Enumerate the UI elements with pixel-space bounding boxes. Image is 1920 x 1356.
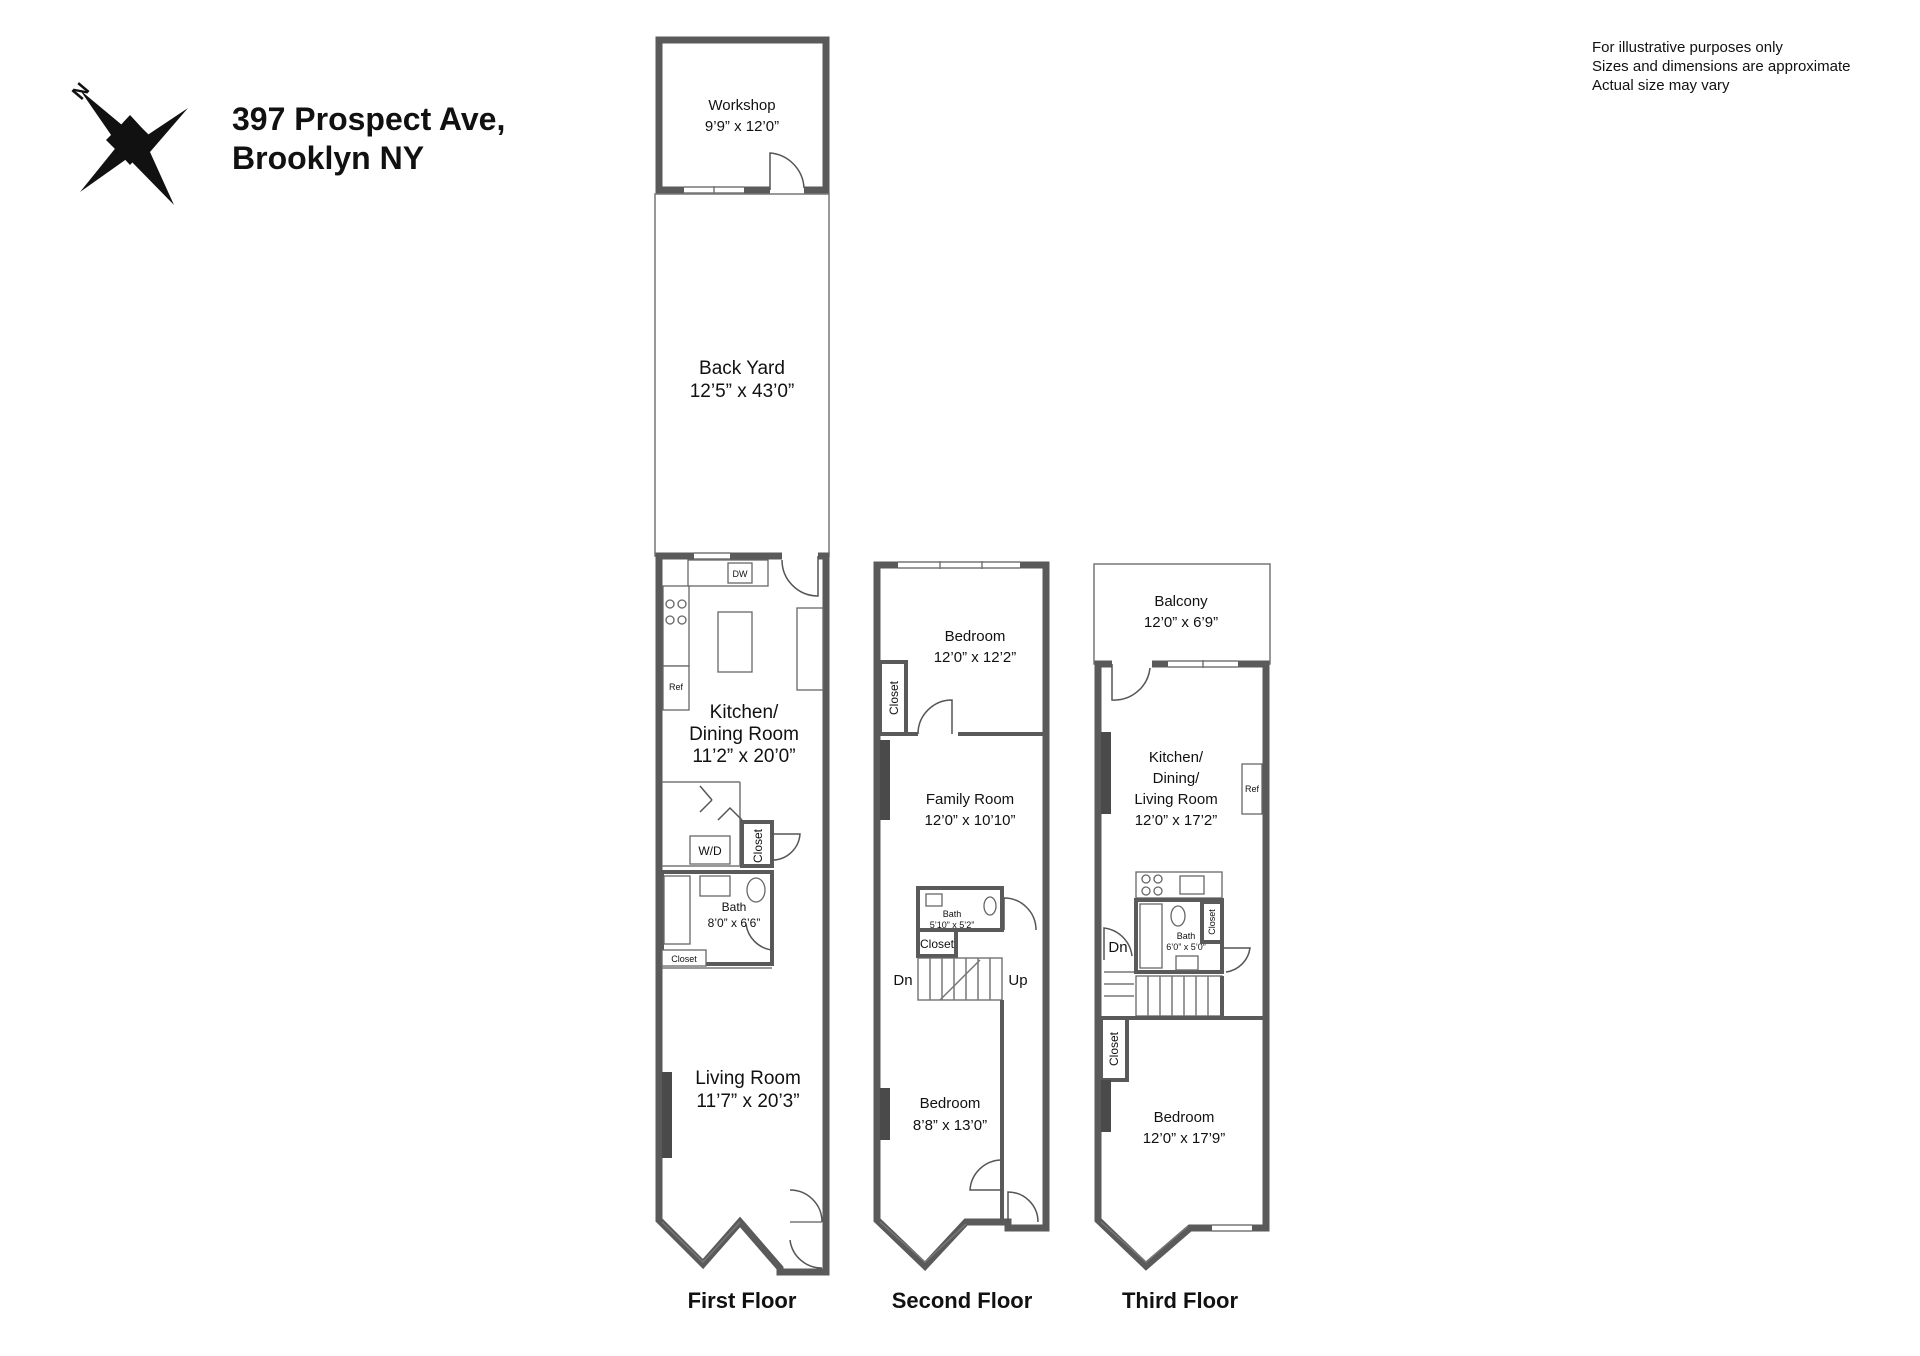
- living-room-name: Living Room: [695, 1068, 801, 1089]
- third-floor-bath-name: Bath: [1176, 931, 1196, 941]
- third-floor-closet-a-label: Closet: [1207, 909, 1217, 935]
- refrigerator-label: Ref: [668, 682, 684, 692]
- third-floor-stairs: [1136, 976, 1222, 1016]
- first-floor-front-door: [790, 1190, 822, 1268]
- disclaimer-line-2: Sizes and dimensions are approximate: [1592, 58, 1851, 75]
- balcony-name: Balcony: [1154, 593, 1208, 610]
- toilet: [747, 878, 765, 902]
- third-floor-kitchen-name-2: Dining/: [1152, 770, 1200, 787]
- third-floor-refrigerator-label: Ref: [1244, 784, 1260, 794]
- third-floor-bath-size: 6’0” x 5’0”: [1166, 942, 1206, 952]
- kitchen-island: [718, 612, 752, 672]
- compass-rose-icon: [68, 79, 188, 205]
- third-floor-closet-b-label: Closet: [1107, 1031, 1121, 1067]
- address-line-1: 397 Prospect Ave,: [232, 101, 506, 137]
- back-yard-name: Back Yard: [699, 358, 785, 379]
- first-floor-plan: [655, 40, 829, 1313]
- kitchen-counter-right: [797, 608, 823, 690]
- second-floor-fireplace-a: [880, 740, 890, 820]
- second-floor-exterior-walls: [877, 565, 1046, 1266]
- workshop-door: [770, 153, 804, 190]
- second-floor-label: Second Floor: [891, 1288, 1033, 1313]
- back-yard-size: 12’5” x 43’0”: [689, 381, 795, 402]
- washer-dryer-label: W/D: [698, 844, 722, 858]
- kitchen-size: 11’2” x 20’0”: [692, 746, 796, 767]
- first-floor-fireplace: [662, 1072, 672, 1158]
- second-floor-bath-name: Bath: [942, 909, 962, 919]
- second-floor-fireplace-b: [880, 1088, 890, 1140]
- third-floor-plan: [1094, 564, 1270, 1313]
- first-floor-bath-size: 8’0” x 6’6”: [707, 916, 761, 930]
- third-floor-fireplace-a: [1101, 732, 1111, 814]
- third-floor-kitchen-name-1: Kitchen/: [1148, 749, 1204, 766]
- workshop-walls: [659, 40, 826, 190]
- living-room-size: 11’7” x 20’3”: [696, 1091, 800, 1112]
- third-floor-bedroom-size: 12’0” x 17’9”: [1142, 1130, 1226, 1147]
- third-floor-kitchen-size: 12’0” x 17’2”: [1134, 812, 1218, 829]
- third-floor-bathtub: [1140, 904, 1162, 968]
- dishwasher-label: DW: [732, 569, 748, 579]
- bath-sink: [700, 876, 730, 896]
- second-floor-plan: [877, 561, 1046, 1313]
- first-floor-closet-a-label: Closet: [751, 828, 765, 864]
- second-floor-closet-a-label: Closet: [887, 680, 901, 716]
- first-floor-rear-door: [782, 556, 818, 596]
- third-floor-bedroom-name: Bedroom: [1153, 1109, 1215, 1126]
- second-floor-bath-size: 5’10” x 5’2”: [929, 920, 975, 930]
- family-room-name: Family Room: [925, 791, 1015, 808]
- balcony-size: 12’0” x 6’9”: [1143, 614, 1219, 631]
- kitchen-counter-side: [663, 586, 689, 666]
- balcony-door: [1112, 664, 1150, 700]
- second-floor-front-bedroom-name: Bedroom: [919, 1095, 981, 1112]
- family-room-size: 12’0” x 10’10”: [924, 812, 1016, 829]
- first-floor-bath-name: Bath: [721, 900, 747, 914]
- third-floor-fireplace-b: [1101, 1080, 1111, 1132]
- second-floor-rear-bedroom-size: 12’0” x 12’2”: [933, 649, 1017, 666]
- kitchen-name-2: Dining Room: [689, 724, 799, 745]
- compass-north-letter: N: [68, 78, 95, 105]
- second-floor-rear-bedroom-name: Bedroom: [944, 628, 1006, 645]
- second-floor-dn-label: Dn: [893, 972, 913, 989]
- second-floor-closet-b-label: Closet: [919, 937, 955, 951]
- kitchen-name-1: Kitchen/: [709, 702, 779, 723]
- first-floor-label: First Floor: [687, 1288, 797, 1313]
- second-floor-up-label: Up: [1008, 972, 1028, 989]
- workshop-size: 9’9” x 12’0”: [704, 118, 780, 135]
- third-floor-label: Third Floor: [1121, 1288, 1239, 1313]
- disclaimer-line-1: For illustrative purposes only: [1592, 39, 1783, 56]
- address-line-2: Brooklyn NY: [232, 140, 425, 176]
- second-floor-front-bedroom-size: 8’8” x 13’0”: [912, 1117, 988, 1134]
- disclaimer-line-3: Actual size may vary: [1592, 77, 1730, 94]
- workshop-name: Workshop: [708, 97, 776, 114]
- third-floor-kitchen-name-3: Living Room: [1134, 791, 1218, 808]
- bathtub: [664, 876, 690, 944]
- third-floor-dn-label: Dn: [1108, 939, 1128, 956]
- first-floor-closet-b-label: Closet: [671, 954, 697, 964]
